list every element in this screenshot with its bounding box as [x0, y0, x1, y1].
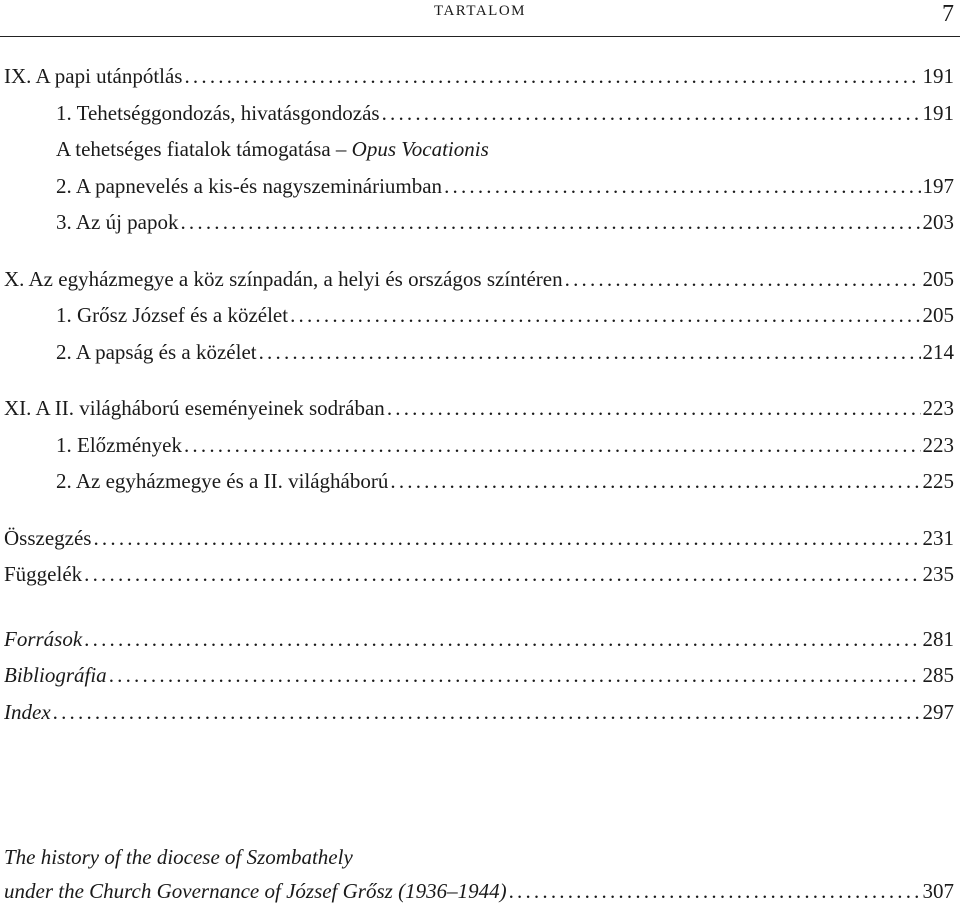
english-title-row — [4, 879, 954, 915]
toc-entry[interactable] — [4, 210, 954, 247]
toc-entry-page: 205 — [922, 266, 954, 291]
toc-entry-title: 3. Az új papok — [56, 210, 179, 234]
toc-entry-page: 214 — [922, 339, 954, 364]
english-title-line-2: under the Church Governance of József Grősz (1936–1944) — [4, 879, 507, 903]
toc-entry-page: 225 — [922, 469, 954, 493]
toc-entry-english-summary[interactable] — [4, 845, 954, 915]
dot-leader — [53, 700, 921, 725]
toc-entry-title: 2. A papság és a közélet — [56, 339, 257, 364]
toc-entry[interactable] — [4, 303, 954, 340]
toc-entry[interactable] — [4, 469, 954, 506]
toc-entry-title: Index — [4, 699, 51, 724]
toc-entry[interactable] — [4, 433, 954, 470]
english-title-line-1: The history of the diocese of Szombathely — [4, 845, 353, 869]
toc-entry-summary[interactable] — [4, 526, 954, 563]
toc-entry-page: 223 — [922, 396, 954, 420]
toc-entry-page: 297 — [922, 699, 954, 724]
dot-leader — [84, 562, 920, 587]
toc-entry[interactable] — [4, 101, 954, 138]
toc-entry-chapter-ix[interactable] — [4, 64, 954, 101]
toc-entry-title: 1. Előzmények — [56, 432, 182, 457]
toc-entry-title-plain: A tehetséges fiatalok támogatása – — [56, 137, 352, 161]
toc-entry-page: 235 — [922, 562, 954, 586]
toc-entry-title: IX. A papi utánpótlás — [4, 64, 183, 88]
toc-entry-title: 2. A papnevelés a kis-és nagyszemináriumban — [56, 173, 443, 198]
toc-entry-appendix[interactable] — [4, 562, 954, 599]
toc-entry-page: 191 — [922, 100, 954, 125]
table-of-contents — [4, 64, 954, 736]
toc-entry-index[interactable] — [4, 700, 954, 737]
dot-leader — [259, 340, 921, 365]
dot-leader — [93, 526, 920, 551]
dot-leader — [565, 267, 921, 292]
toc-entry-page: 307 — [922, 879, 954, 903]
dot-leader — [290, 303, 920, 328]
toc-entry-page: 203 — [922, 210, 954, 234]
toc-entry-title: X. Az egyházmegye a köz színpadán, a helyi és országos színtéren — [4, 266, 563, 291]
toc-entry-title: Függelék — [4, 562, 83, 586]
toc-entry-page: 281 — [922, 626, 954, 651]
toc-entry-title: 2. Az egyházmegye és a II. világháború — [56, 469, 389, 493]
toc-entry-title: 1. Tehetséggondozás, hivatásgondozás — [56, 100, 380, 125]
toc-entry-title: Források — [4, 626, 83, 651]
dot-leader — [180, 210, 920, 235]
toc-entry-page: 191 — [922, 64, 954, 88]
dot-leader — [84, 627, 920, 652]
toc-entry-subtitle — [4, 137, 954, 174]
toc-entry-page: 285 — [922, 663, 954, 687]
dot-leader — [382, 101, 921, 126]
dot-leader — [184, 64, 920, 89]
toc-entry-title — [56, 137, 489, 162]
toc-entry-title-italic: Opus Vocationis — [351, 137, 489, 161]
toc-entry-chapter-xi[interactable] — [4, 396, 954, 433]
toc-entry-title: 1. Grősz József és a közélet — [56, 303, 289, 327]
toc-entry-title: Összegzés — [4, 525, 92, 550]
toc-entry[interactable] — [4, 174, 954, 211]
dot-leader — [109, 663, 921, 688]
toc-entry-page: 205 — [922, 303, 954, 327]
dot-leader — [184, 433, 921, 458]
toc-entry-bibliography[interactable] — [4, 663, 954, 700]
dot-leader — [509, 879, 921, 904]
running-header — [0, 0, 960, 37]
toc-entry-page: 223 — [922, 432, 954, 457]
toc-entry-chapter-x[interactable] — [4, 267, 954, 304]
toc-entry[interactable] — [4, 340, 954, 377]
toc-entry-page: 231 — [922, 525, 954, 550]
toc-entry-title: Bibliográfia — [4, 663, 107, 687]
toc-entry-title: XI. A II. világháború eseményeinek sodrában — [4, 396, 385, 420]
toc-entry-page: 197 — [922, 173, 954, 198]
dot-leader — [390, 469, 920, 494]
toc-entry-sources[interactable] — [4, 627, 954, 664]
dot-leader — [444, 174, 920, 199]
running-title: TARTALOM — [433, 3, 527, 19]
page-number: 7 — [942, 1, 954, 27]
dot-leader — [387, 396, 921, 421]
